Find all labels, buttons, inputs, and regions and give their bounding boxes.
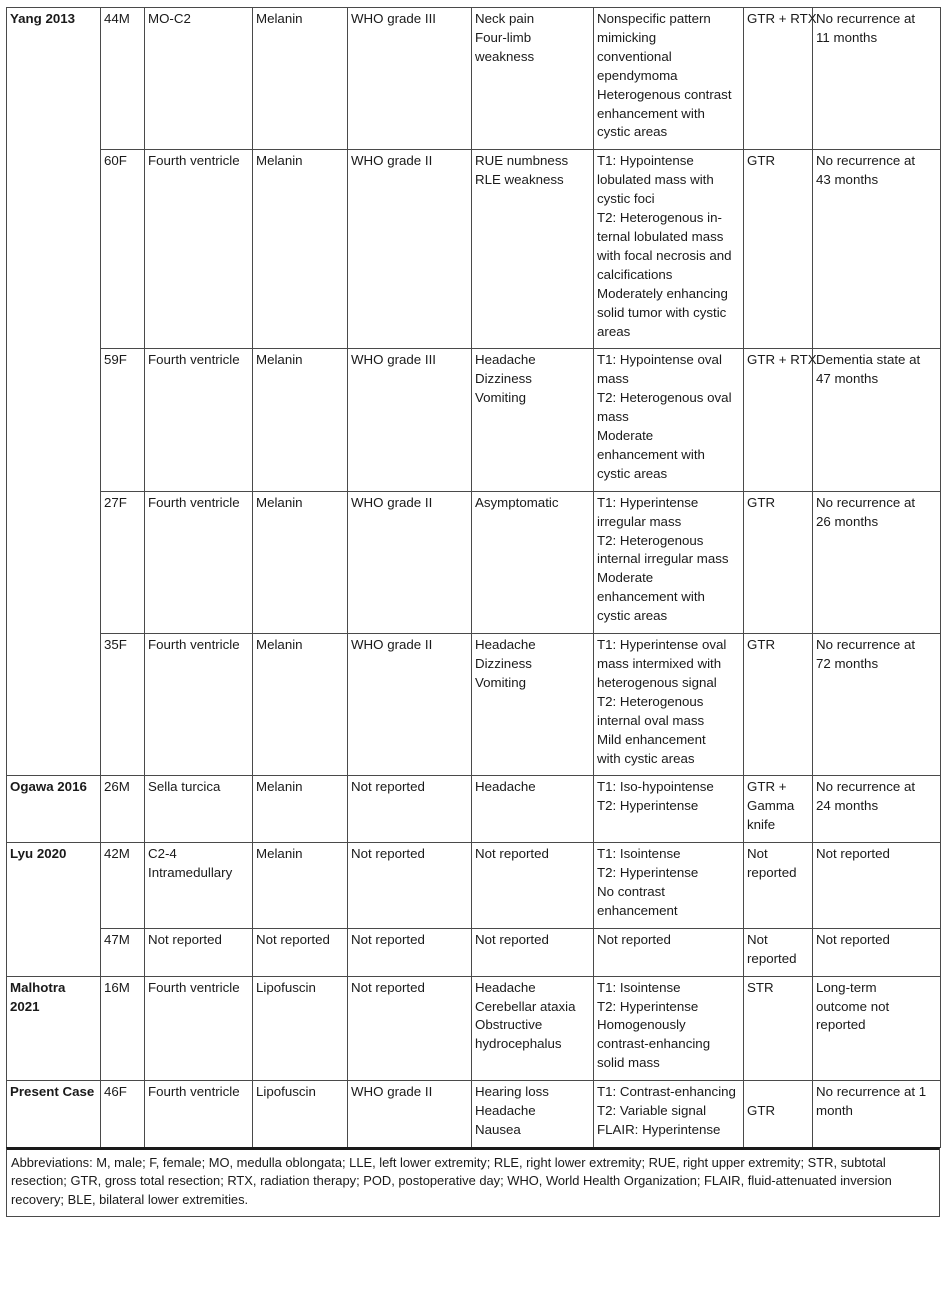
treatment-cell [744, 8, 817, 150]
cell-line: enhancement with [597, 446, 705, 462]
imaging-cell [594, 928, 744, 976]
cell-line: GTR + RTX [747, 11, 817, 26]
cell-line: cystic areas [597, 608, 668, 624]
age-sex-cell: 27F [101, 491, 145, 633]
cell-line: Not reported [256, 931, 330, 947]
cell-line: GTR [747, 1103, 776, 1119]
cell-line: Dizziness [475, 656, 532, 671]
cell-line: T2: Hyperintense [597, 865, 699, 881]
treatment-cell [744, 1081, 813, 1148]
cell-line: Four-limb [475, 29, 532, 45]
treatment-cell [744, 843, 813, 929]
cell-line: enhancement with [597, 589, 705, 605]
cell-line: Intramedullary [148, 865, 233, 881]
cell-line: T2: Heterogenous [597, 532, 704, 548]
cell-line: hydrocephalus [475, 1036, 562, 1052]
cell-line: Cerebellar ataxia [475, 998, 576, 1014]
imaging-cell [594, 976, 744, 1081]
location-cell [145, 776, 253, 843]
cell-line: Moderately enhancing [597, 285, 728, 301]
cell-line: reported [747, 865, 797, 881]
cell-line: GTR [747, 153, 776, 169]
outcome-cell [813, 491, 941, 633]
outcome-cell [813, 8, 941, 150]
abbreviations-text: Abbreviations: M, male; F, female; MO, medulla oblongata; LLE, left lower extremity; RLE, right lower extremity; RUE, right upper extremity; STR, subtotal resection; GTR, gross total resection; RTX, radiation therapy; POD, postoperative day; WHO, World Health Organization; FLAIR, fluid-attenuated inversion recovery; BLE, bilateral lower extremities. [11, 1154, 892, 1208]
cell-line: enhancement [597, 902, 678, 918]
cell-line: Melanin [256, 494, 303, 510]
cell-line: Asymptomatic [475, 494, 559, 510]
cell-line: Melanin [256, 779, 303, 795]
symptoms-cell [472, 1081, 594, 1148]
cell-line: Nausea [475, 1121, 521, 1137]
cell-line: GTR + RTX [747, 352, 817, 368]
document-page [6, 7, 940, 1217]
cell-line: WHO grade II [351, 153, 433, 169]
cell-line: Melanin [256, 637, 303, 653]
cell-line: heterogenous signal [597, 674, 717, 690]
cell-line: enhancement with [597, 105, 705, 121]
cell-line: Vomiting [475, 674, 526, 690]
cell-line: 26 months [816, 513, 879, 529]
symptoms-cell [472, 843, 594, 929]
cell-line: 43 months [816, 172, 879, 188]
outcome-cell [813, 776, 941, 843]
imaging-cell [594, 349, 744, 491]
table-row [7, 976, 941, 1081]
cell-line: RLE weakness [475, 172, 564, 188]
cell-line: Not reported [351, 931, 425, 947]
age-sex-cell: 44M [101, 8, 145, 150]
cell-line: T2: Variable signal [597, 1103, 707, 1119]
location-cell [145, 8, 253, 150]
cell-line: irregular mass [597, 513, 682, 529]
pigment-cell [253, 634, 348, 776]
cell-line: month [816, 1103, 853, 1119]
cell-line: 72 months [816, 656, 879, 671]
outcome-cell [813, 843, 941, 929]
cell-line: FLAIR: Hyperintense [597, 1121, 721, 1137]
cell-line: Not [747, 846, 768, 862]
cell-line: solid tumor with cystic [597, 304, 727, 320]
location-cell [145, 491, 253, 633]
outcome-cell [813, 1081, 941, 1148]
cell-line: mimicking [597, 29, 657, 45]
cell-line: WHO grade II [351, 1084, 433, 1100]
treatment-cell [744, 634, 813, 776]
cell-line: Fourth ventricle [148, 494, 240, 510]
cell-line: Not [747, 931, 768, 947]
cell-line: internal irregular mass [597, 551, 729, 567]
cell-line: 24 months [816, 798, 879, 814]
cell-line: T1: Hyperintense [597, 494, 699, 510]
pigment-cell [253, 976, 348, 1081]
cell-line: T2: Heterogenous [597, 693, 704, 709]
location-cell [145, 1081, 253, 1148]
cell-line: ternal lobulated mass [597, 228, 724, 244]
cell-line: No contrast [597, 883, 665, 899]
cell-line: calcifications [597, 266, 673, 282]
cell-line: Not reported [351, 779, 425, 795]
imaging-cell [594, 491, 744, 633]
pigment-cell [253, 491, 348, 633]
outcome-cell [813, 150, 941, 349]
symptoms-cell [472, 8, 594, 150]
imaging-cell [594, 150, 744, 349]
symptoms-cell [472, 634, 594, 776]
cell-line: No recurrence at 1 [816, 1084, 927, 1100]
grade-cell [348, 928, 472, 976]
pigment-cell [253, 349, 348, 491]
imaging-cell [594, 1081, 744, 1148]
cell-line: GTR [747, 494, 776, 510]
treatment-cell [744, 349, 817, 491]
grade-cell [348, 843, 472, 929]
cell-line: cystic areas [597, 124, 668, 140]
symptoms-cell [472, 150, 594, 349]
cell-line: T1: Isointense [597, 979, 681, 995]
cell-line: WHO grade III [351, 11, 436, 26]
cell-line: reported [816, 1017, 866, 1033]
cell-line: lobulated mass with [597, 172, 714, 188]
study-cell: Present Case [7, 1081, 101, 1148]
cell-line: cystic areas [597, 465, 668, 481]
cell-line: T2: Heterogenous in- [597, 210, 722, 226]
table-row [7, 491, 941, 633]
cell-line: Gamma [747, 798, 795, 814]
pigment-cell [253, 1081, 348, 1148]
cell-line: Headache [475, 637, 536, 653]
cell-line: with focal necrosis and [597, 247, 732, 263]
cell-line: Headache [475, 979, 536, 995]
table-row [7, 843, 941, 929]
age-sex-cell: 16M [101, 976, 145, 1081]
cell-line: mass [597, 409, 629, 425]
location-cell [145, 976, 253, 1081]
cell-line: RUE numbness [475, 153, 569, 169]
cell-line: mass intermixed with [597, 656, 722, 671]
grade-cell [348, 634, 472, 776]
cell-line: No recurrence at [816, 11, 916, 26]
table-row [7, 150, 941, 349]
cell-line: No recurrence at [816, 779, 916, 795]
cell-line: Long-term [816, 979, 877, 995]
pigment-cell [253, 928, 348, 976]
age-sex-cell: 35F [101, 634, 145, 776]
cell-line: contrast-enhancing [597, 1036, 711, 1052]
cell-line: Not reported [597, 931, 671, 947]
cell-line: T2: Heterogenous oval [597, 390, 732, 406]
cell-line: Sella turcica [148, 779, 221, 795]
cell-line: reported [747, 950, 797, 966]
case-reports-table [6, 7, 941, 1148]
cell-line: Not reported [816, 931, 890, 947]
cell-line [747, 1083, 809, 1102]
grade-cell [348, 976, 472, 1081]
cell-line: T2: Hyperintense [597, 998, 699, 1014]
cell-line: MO-C2 [148, 11, 191, 26]
cell-line: with cystic areas [597, 750, 695, 766]
cell-line: cystic foci [597, 191, 655, 207]
imaging-cell [594, 776, 744, 843]
table-row [7, 8, 941, 150]
cell-line: Melanin [256, 352, 303, 368]
pigment-cell [253, 150, 348, 349]
cell-line: Not reported [475, 846, 549, 862]
outcome-cell [813, 928, 941, 976]
symptoms-cell [472, 349, 594, 491]
cell-line: internal oval mass [597, 712, 705, 728]
treatment-cell [744, 150, 813, 349]
cell-line: C2-4 [148, 846, 177, 862]
location-cell [145, 843, 253, 929]
table-row [7, 349, 941, 491]
pigment-cell [253, 843, 348, 929]
outcome-cell [813, 976, 941, 1081]
cell-line: T1: Hypointense oval [597, 352, 722, 368]
grade-cell [348, 776, 472, 843]
symptoms-cell [472, 776, 594, 843]
pigment-cell [253, 776, 348, 843]
cell-line: Heterogenous contrast [597, 86, 732, 102]
cell-line: weakness [475, 48, 535, 64]
study-cell: Malhotra 2021 [7, 976, 101, 1081]
cell-line: Lipofuscin [256, 979, 316, 995]
cell-line: T1: Hyperintense oval [597, 637, 727, 653]
cell-line: Fourth ventricle [148, 352, 240, 368]
imaging-cell [594, 8, 744, 150]
grade-cell [348, 491, 472, 633]
age-sex-cell: 42M [101, 843, 145, 929]
grade-cell [348, 1081, 472, 1148]
cell-line: outcome not [816, 998, 890, 1014]
cell-line: Lipofuscin [256, 1084, 316, 1100]
grade-cell [348, 150, 472, 349]
cell-line: Homogenously [597, 1017, 686, 1033]
cell-line: Melanin [256, 11, 303, 26]
cell-line: conventional [597, 48, 672, 64]
symptoms-cell [472, 976, 594, 1081]
cell-line: GTR + [747, 779, 787, 795]
imaging-cell [594, 634, 744, 776]
age-sex-cell: 59F [101, 349, 145, 491]
age-sex-cell: 26M [101, 776, 145, 843]
cell-line: Headache [475, 1103, 536, 1119]
cell-line: Melanin [256, 153, 303, 169]
cell-line: Hearing loss [475, 1084, 549, 1100]
cell-line: Not reported [351, 979, 425, 995]
cell-line: T1: Hypointense [597, 153, 694, 169]
outcome-cell [813, 349, 941, 491]
grade-cell [348, 8, 472, 150]
location-cell [145, 634, 253, 776]
table-row [7, 634, 941, 776]
cell-line: solid mass [597, 1055, 660, 1071]
cell-line: Headache [475, 352, 536, 368]
cell-line: Dizziness [475, 371, 532, 387]
cell-line: No recurrence at [816, 494, 916, 510]
cell-line: T1: Iso-hypointense [597, 779, 714, 795]
symptoms-cell [472, 928, 594, 976]
cell-line: knife [747, 817, 776, 833]
symptoms-cell [472, 491, 594, 633]
cell-line: WHO grade III [351, 352, 436, 368]
cell-line: Neck pain [475, 11, 535, 26]
cell-line: T1: Isointense [597, 846, 681, 862]
location-cell [145, 150, 253, 349]
cell-line: Headache [475, 779, 536, 795]
treatment-cell [744, 928, 813, 976]
cell-line: WHO grade II [351, 494, 433, 510]
cell-line: Not reported [816, 846, 890, 862]
abbreviations-note [6, 1147, 940, 1217]
cell-line: Fourth ventricle [148, 979, 240, 995]
cell-line: Obstructive [475, 1017, 543, 1033]
cell-line: 47 months [816, 371, 879, 387]
cell-line: 11 months [816, 29, 878, 45]
table-body [7, 8, 941, 1148]
cell-line: T2: Hyperintense [597, 798, 699, 814]
study-cell: Lyu 2020 [7, 843, 101, 976]
cell-line: Fourth ventricle [148, 637, 240, 653]
cell-line: STR [747, 979, 774, 995]
cell-line: Not reported [148, 931, 222, 947]
age-sex-cell: 46F [101, 1081, 145, 1148]
cell-line: Moderate [597, 428, 654, 444]
age-sex-cell: 60F [101, 150, 145, 349]
treatment-cell [744, 776, 813, 843]
cell-line: mass [597, 371, 629, 387]
grade-cell [348, 349, 472, 491]
cell-line: Dementia state at [816, 352, 921, 368]
cell-line: Fourth ventricle [148, 1084, 240, 1100]
cell-line: WHO grade II [351, 637, 433, 653]
table-row [7, 928, 941, 976]
age-sex-cell: 47M [101, 928, 145, 976]
cell-line: GTR [747, 637, 776, 653]
study-cell: Yang 2013 [7, 8, 101, 776]
cell-line: Moderate [597, 570, 654, 586]
table-row [7, 1081, 941, 1148]
cell-line: Melanin [256, 846, 303, 862]
treatment-cell [744, 976, 813, 1081]
cell-line: Not reported [351, 846, 425, 862]
cell-line: Not reported [475, 931, 549, 947]
table-row [7, 776, 941, 843]
cell-line: Mild enhancement [597, 731, 706, 747]
cell-line: Fourth ventricle [148, 153, 240, 169]
treatment-cell [744, 491, 813, 633]
location-cell [145, 928, 253, 976]
imaging-cell [594, 843, 744, 929]
cell-line: areas [597, 323, 631, 339]
outcome-cell [813, 634, 941, 776]
pigment-cell [253, 8, 348, 150]
cell-line: T1: Contrast-enhancing [597, 1084, 736, 1100]
location-cell [145, 349, 253, 491]
cell-line: No recurrence at [816, 637, 916, 653]
cell-line: Nonspecific pattern [597, 11, 711, 26]
cell-line: ependymoma [597, 67, 678, 83]
cell-line: No recurrence at [816, 153, 916, 169]
study-cell: Ogawa 2016 [7, 776, 101, 843]
cell-line: Vomiting [475, 390, 526, 406]
